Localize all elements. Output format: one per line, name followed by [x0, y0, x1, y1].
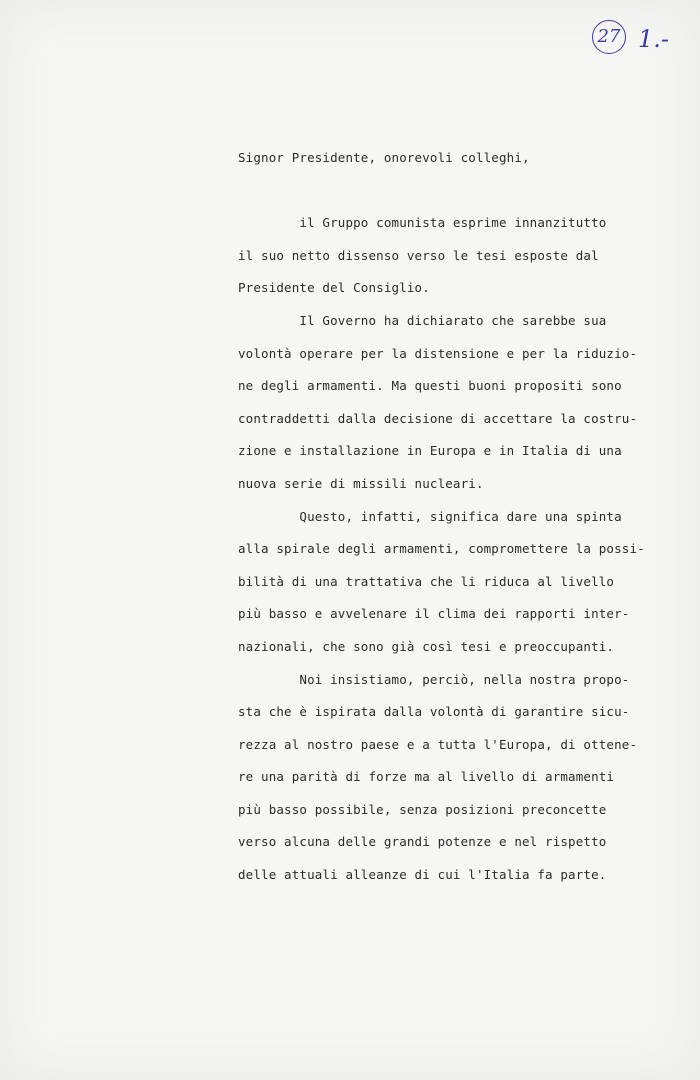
text-line: nuova serie di missili nucleari.: [238, 475, 484, 491]
text-line: Presidente del Consiglio.: [238, 280, 430, 296]
blank-line: [238, 181, 678, 214]
text-line: alla spirale degli armamenti, compromettere la possi-: [238, 541, 645, 557]
text-line: ne degli armamenti. Ma questi buoni propositi sono: [238, 378, 622, 394]
text-line: zione e installazione in Europa e in Italia di una: [238, 443, 622, 459]
text-line: nazionali, che sono già così tesi e preoccupanti.: [238, 638, 615, 654]
salutation-line: Signor Presidente, onorevoli colleghi,: [238, 150, 530, 165]
text-line: verso alcuna delle grandi potenze e nel rispetto: [238, 834, 607, 850]
text-line: il Gruppo comunista esprime innanzitutto: [238, 215, 607, 231]
text-line: contraddetti dalla decisione di accettare la costru-: [238, 410, 638, 426]
text-line: volontà operare per la distensione e per la riduzio-: [238, 345, 638, 361]
text-line: rezza al nostro paese e a tutta l'Europa, di ottene-: [238, 736, 638, 752]
circled-page-number: 27: [592, 20, 626, 54]
text-line: Questo, infatti, significa dare una spinta: [238, 508, 622, 524]
text-line: Noi insistiamo, perciò, nella nostra propo-: [238, 671, 630, 687]
text-line: re una parità di forze ma al livello di armamenti: [238, 769, 615, 785]
page-mark: 1.-: [638, 25, 670, 53]
text-line: bilità di una trattativa che li riduca al livello: [238, 573, 615, 589]
letter-body: [238, 148, 678, 898]
text-line: più basso e avvelenare il clima dei rapporti inter-: [238, 606, 630, 622]
text-line: il suo netto dissenso verso le tesi esposte dal: [238, 247, 599, 263]
text-line: Il Governo ha dichiarato che sarebbe sua: [238, 312, 607, 328]
text-line: più basso possibile, senza posizioni preconcette: [238, 801, 607, 817]
text-line: sta che è ispirata dalla volontà di garantire sicu-: [238, 704, 630, 720]
text-line: delle attuali alleanze di cui l'Italia fa parte.: [238, 867, 607, 883]
